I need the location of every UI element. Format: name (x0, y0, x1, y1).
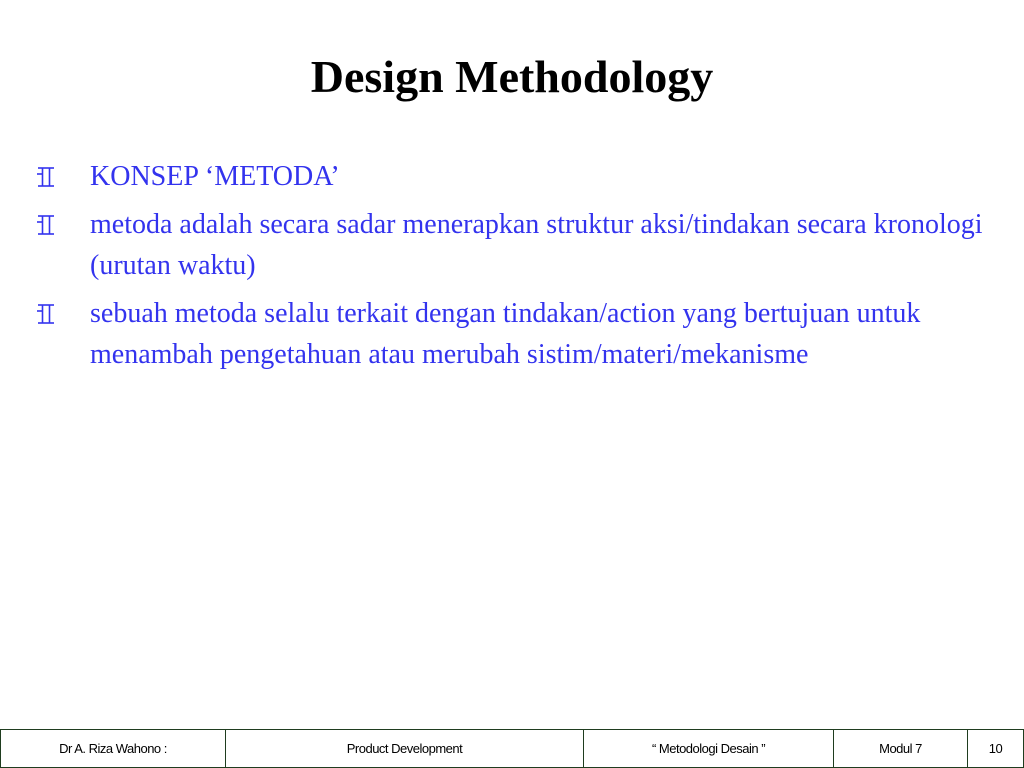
bullet-glyph-icon (36, 214, 56, 236)
bullet-text: KONSEP ‘METODA’ (90, 161, 340, 192)
bullet-glyph-icon (36, 303, 56, 325)
bullet-glyph-icon (36, 166, 56, 188)
footer-course: Product Development (226, 730, 584, 767)
bullet-text: metoda adalah secara sadar menerapkan struktur aksi/tindakan secara kronologi (urutan waktu) (90, 209, 983, 281)
footer-topic: “ Metodologi Desain ” (584, 730, 834, 767)
footer-page-number: 10 (988, 741, 1003, 756)
footer-bar (0, 729, 1024, 768)
footer-author: Dr A. Riza Wahono : (1, 730, 226, 767)
bullet-list (36, 156, 986, 382)
bullet-item (36, 204, 986, 286)
bullet-text: sebuah metoda selalu terkait dengan tindakan/action yang bertujuan untuk menambah pengetahuan atau merubah sistim/materi/mekanisme (90, 298, 921, 370)
slide-title: Design Methodology (310, 51, 714, 102)
bullet-item (36, 156, 986, 197)
bullet-item (36, 293, 986, 375)
footer-module: Modul 7 (834, 730, 968, 767)
